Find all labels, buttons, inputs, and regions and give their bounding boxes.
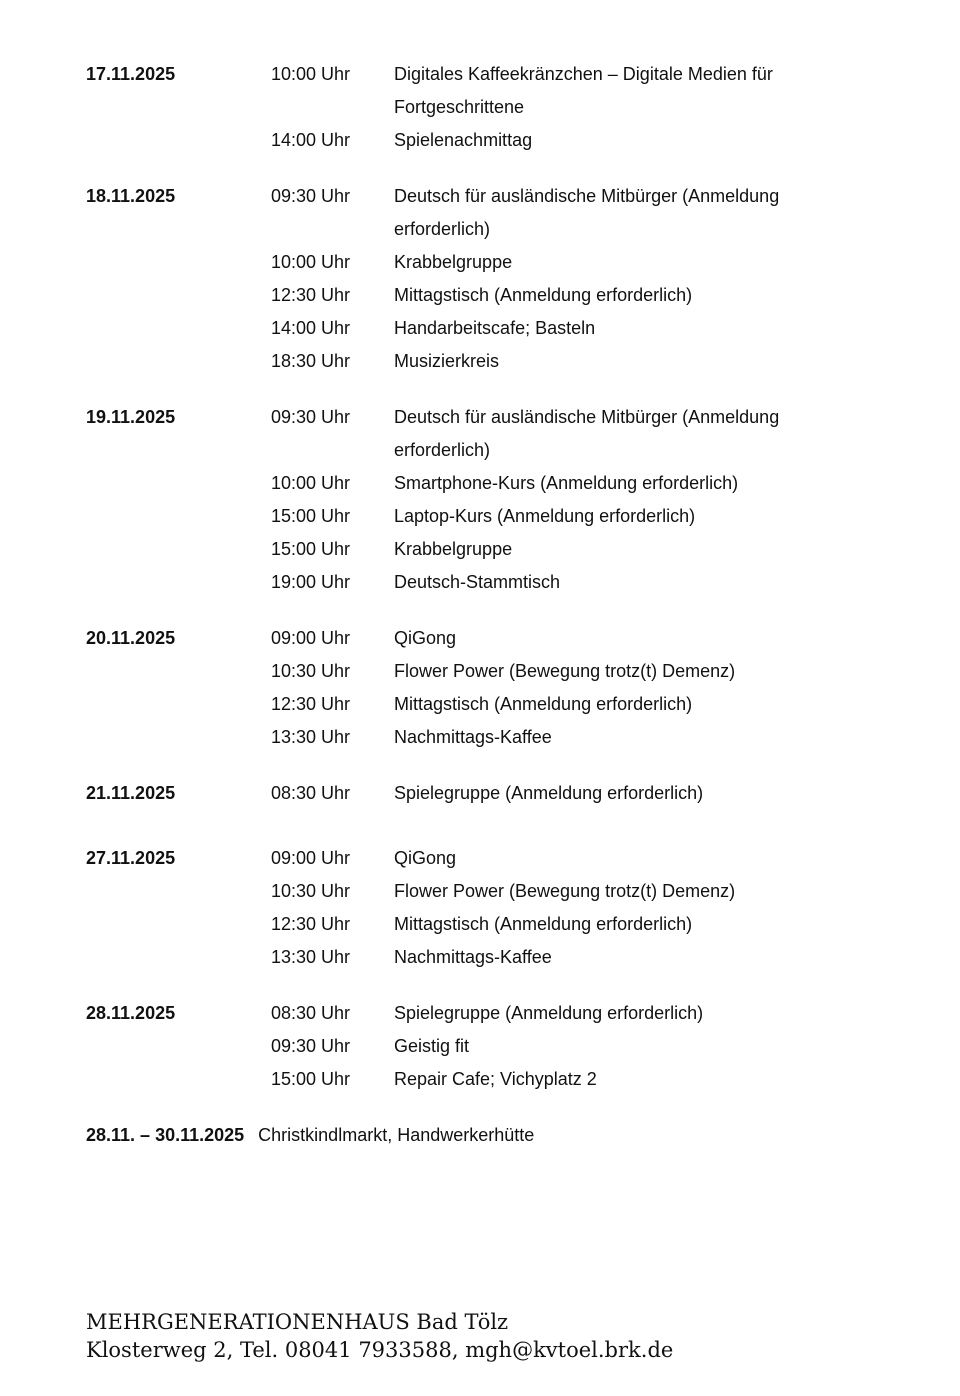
day-block	[86, 997, 886, 1096]
day-block	[86, 777, 886, 810]
event-time: 18:30 Uhr	[271, 351, 351, 371]
schedule-row	[86, 533, 886, 566]
event-time: 10:30 Uhr	[271, 881, 351, 901]
schedule-row	[86, 401, 886, 467]
footer-contact: Klosterweg 2, Tel. 08041 7933588, mgh@kvtoel.brk.de	[86, 1338, 674, 1362]
schedule-row	[86, 566, 886, 599]
event-time: 09:30 Uhr	[271, 1036, 351, 1056]
event-title: Spielenachmittag	[394, 130, 533, 150]
event-time: 10:00 Uhr	[271, 473, 351, 493]
event-title: Deutsch für ausländische Mitbürger (Anmeldung erforderlich)	[394, 186, 780, 239]
schedule-row	[86, 875, 886, 908]
event-title: Smartphone-Kurs (Anmeldung erforderlich)	[394, 473, 739, 493]
event-title: Mittagstisch (Anmeldung erforderlich)	[394, 694, 693, 714]
range-event-date: 28.11. – 30.11.2025	[86, 1125, 245, 1145]
schedule-row	[86, 312, 886, 345]
schedule-row	[86, 655, 886, 688]
day-date: 18.11.2025	[86, 186, 176, 206]
schedule-row	[86, 467, 886, 500]
event-title: Mittagstisch (Anmeldung erforderlich)	[394, 285, 693, 305]
event-title: QiGong	[394, 628, 457, 648]
day-date: 28.11.2025	[86, 1003, 176, 1023]
event-title: Nachmittags-Kaffee	[394, 727, 552, 747]
schedule-row	[86, 997, 886, 1030]
event-time: 13:30 Uhr	[271, 727, 351, 747]
schedule-row	[86, 1030, 886, 1063]
event-title: Digitales Kaffeekränzchen – Digitale Medien für Fortgeschrittene	[394, 64, 773, 117]
schedule-row	[86, 622, 886, 655]
event-title: Spielegruppe (Anmeldung erforderlich)	[394, 1003, 704, 1023]
schedule-row	[86, 688, 886, 721]
event-time: 12:30 Uhr	[271, 694, 351, 714]
day-date: 27.11.2025	[86, 848, 176, 868]
event-time: 12:30 Uhr	[271, 914, 351, 934]
event-time: 15:00 Uhr	[271, 539, 351, 559]
schedule-row	[86, 58, 886, 124]
event-title: QiGong	[394, 848, 457, 868]
event-title: Deutsch für ausländische Mitbürger (Anmeldung erforderlich)	[394, 407, 780, 460]
schedule-row	[86, 246, 886, 279]
event-title: Krabbelgruppe	[394, 252, 513, 272]
schedule-row	[86, 345, 886, 378]
event-title: Krabbelgruppe	[394, 539, 513, 559]
schedule-row	[86, 279, 886, 312]
event-time: 08:30 Uhr	[271, 1003, 351, 1023]
event-time: 08:30 Uhr	[271, 783, 351, 803]
event-time: 09:00 Uhr	[271, 848, 351, 868]
day-date: 20.11.2025	[86, 628, 176, 648]
event-time: 14:00 Uhr	[271, 318, 351, 338]
event-title: Spielegruppe (Anmeldung erforderlich)	[394, 783, 704, 803]
day-date: 21.11.2025	[86, 783, 176, 803]
event-time: 15:00 Uhr	[271, 1069, 351, 1089]
schedule-row	[86, 842, 886, 875]
schedule-row	[86, 180, 886, 246]
event-title: Deutsch-Stammtisch	[394, 572, 561, 592]
day-block	[86, 842, 886, 974]
event-time: 09:30 Uhr	[271, 407, 351, 427]
event-title: Handarbeitscafe; Basteln	[394, 318, 596, 338]
range-event-row	[86, 1119, 886, 1152]
event-title: Mittagstisch (Anmeldung erforderlich)	[394, 914, 693, 934]
schedule	[86, 58, 886, 1152]
footer-organization: MEHRGENERATIONENHAUS Bad Tölz	[86, 1310, 509, 1334]
day-block	[86, 58, 886, 157]
event-title: Flower Power (Bewegung trotz(t) Demenz)	[394, 661, 736, 681]
event-time: 10:30 Uhr	[271, 661, 351, 681]
event-time: 13:30 Uhr	[271, 947, 351, 967]
event-title: Musizierkreis	[394, 351, 500, 371]
event-title: Laptop-Kurs (Anmeldung erforderlich)	[394, 506, 696, 526]
event-title: Flower Power (Bewegung trotz(t) Demenz)	[394, 881, 736, 901]
event-time: 10:00 Uhr	[271, 252, 351, 272]
schedule-row	[86, 908, 886, 941]
footer-address	[86, 1308, 673, 1364]
event-time: 14:00 Uhr	[271, 130, 351, 150]
event-title: Geistig fit	[394, 1036, 470, 1056]
event-time: 12:30 Uhr	[271, 285, 351, 305]
schedule-row	[86, 1063, 886, 1096]
schedule-row	[86, 941, 886, 974]
event-time: 19:00 Uhr	[271, 572, 351, 592]
day-block	[86, 180, 886, 378]
day-date: 17.11.2025	[86, 64, 176, 84]
range-event-title: Christkindlmarkt, Handwerkerhütte	[258, 1125, 535, 1145]
event-time: 09:30 Uhr	[271, 186, 351, 206]
event-title: Nachmittags-Kaffee	[394, 947, 552, 967]
schedule-row	[86, 721, 886, 754]
event-time: 09:00 Uhr	[271, 628, 351, 648]
event-title: Repair Cafe; Vichyplatz 2	[394, 1069, 597, 1089]
event-time: 15:00 Uhr	[271, 506, 351, 526]
day-date: 19.11.2025	[86, 407, 176, 427]
schedule-row	[86, 777, 886, 810]
day-block	[86, 401, 886, 599]
schedule-row	[86, 500, 886, 533]
day-block	[86, 622, 886, 754]
event-time: 10:00 Uhr	[271, 64, 351, 84]
schedule-row	[86, 124, 886, 157]
